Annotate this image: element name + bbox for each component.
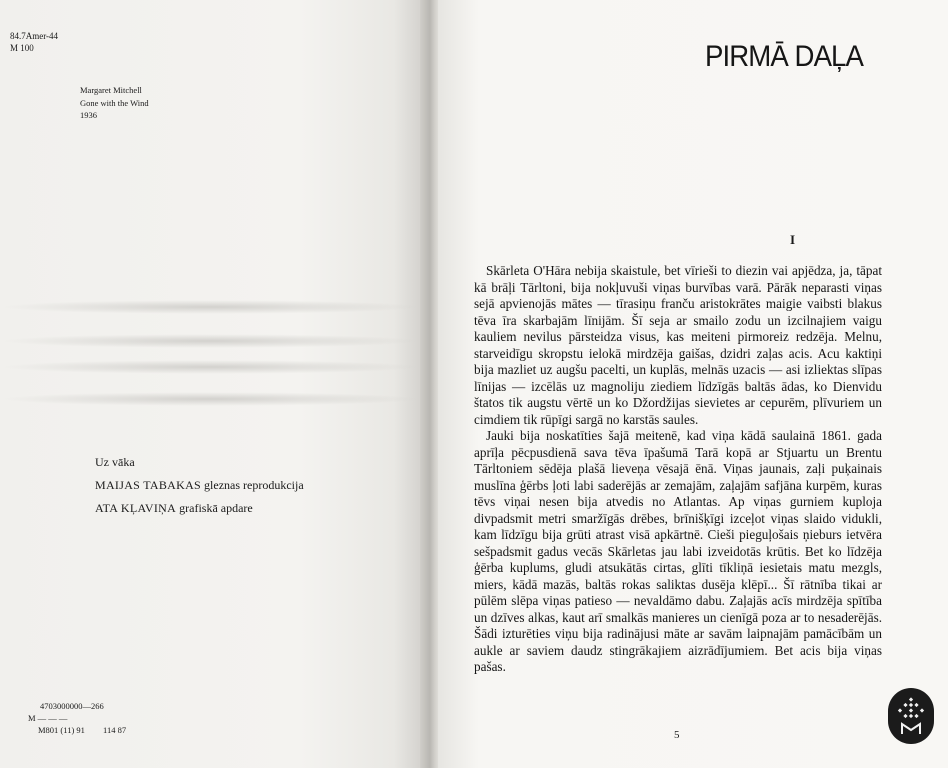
ornament-badge[interactable] (888, 688, 934, 744)
page-crease (0, 300, 420, 314)
cover-credits (95, 451, 304, 520)
catalog-code (10, 30, 58, 54)
paragraph: Jauki bija noskatīties šajā meitenē, kad viņa kādā saulainā 1861. gada aprīļa pēcpusdienā sava tēva īpašumā Tarā kopā ar Stjuartu un Brentu Tārltoniem sēdēja plašā lieveņa vēsajā ēnā. Viņas jaunais, zaļi puķainais muslīna ģērbs ļoti labi saderējās ar zemajām, zaļajām safjāna kurpēm, kuras tēvs viņai nesen bija atvedis no Atlantas. Ap viņas gurniem kuploja divpadsmit metri smaržīgās drēbes, brīnišķīgi izceļot viņas slaido vidukli, kam līdzīgu bija grūti atrast visā apkārtnē. Cieši pieguļošais ņieburs ietvēra sešpadsmit gadus vecās Skārletas jau labi izveidotās krūtis. Bet ko līdzēja ģērba kuplums, gludi atsukātās cirtas, glīti tīkliņā iesietais matu mezgls, miers, kādā mazās, baltās rokas saliktas dusēja klēpī... Šī rātnība tikai ar pūlēm slēpa viņas patieso — nevaldāmo dabu. Zaļajās acīs mirdzēja spītība un dzīves alkas, kaut arī smalkās manieres un cienīgā poza ar to nesaderējās. Šādi izturēties viņu bija radinājusi māte ar savām laipnajām pamācībām un aukle ar saviem daudz stingrākajiem aizrādījumiem. Bet acis bija viņas pašas. (474, 428, 882, 674)
original-year: 1936 (80, 110, 97, 120)
paragraph: Skārleta O'Hāra nebija skaistule, bet vīrieši to diezin vai apjēdza, ja, tāpat kā brāļi Tārltoni, bija nokļuvuši viņas burvības varā. Pārāk neparasti viņas sejā apvienojās mātes — tīrasiņu franču aristokrātes maigie vaibsti blakus tēva īra skarbajām līnijām. Šī seja ar smailo zodu un izcilnajiem vaigu kauliem nevilus pārsteidza visus, kas meiteni pirmoreiz redzēja. Melnu, starveidīgu skropstu ielokā mirdzēja gaišas, dzidri zaļas acis. Acu kaktiņi bija mazliet uz augšu pacelti, un kuplās, melnās uzacis — asi izliektas slīpas līnijas — izcēlās uz magnoliju ziediem līdzīgās baltās ādas, ko Dienvidu štatos tik augstu vērtē un ko Džordžijas sievietes ar cepurēm, plīvuriem un cimdiem tik rūpīgi sargā no karstās saules. (474, 263, 882, 427)
show-through-print (0, 0, 420, 420)
designer-note: grafiskā apdare (179, 501, 253, 515)
designer-name: ATA KĻAVIŅA (95, 501, 177, 515)
original-edition (80, 84, 149, 122)
credits-heading: Uz vāka (95, 455, 135, 469)
page-number: 5 (674, 729, 680, 741)
imprint-line (28, 724, 126, 736)
cover-note: gleznas reprodukcija (204, 478, 304, 492)
imprint-code (28, 700, 126, 736)
catalog-line: M 100 (10, 43, 34, 53)
cover-artist: MAIJAS TABAKAS (95, 478, 202, 492)
page-crease (0, 392, 420, 406)
part-title: PIRMĀ DAĻA (705, 40, 863, 73)
imprint-line: M — — — (28, 713, 68, 723)
chapter-number: I (790, 232, 796, 247)
body-text (474, 263, 882, 676)
page-crease (0, 360, 420, 374)
catalog-line: 84.7Amer-44 (10, 31, 59, 41)
original-title: Gone with the Wind (80, 97, 149, 108)
imprint-code-a: M801 (11) 91 (38, 725, 85, 735)
designer-credit-line (95, 497, 304, 520)
cover-credit-line (95, 474, 304, 497)
left-page (0, 0, 428, 768)
original-author: Margaret Mitchell (80, 85, 142, 95)
page-crease (0, 334, 420, 348)
imprint-code-b: 114 87 (103, 725, 127, 735)
imprint-line: 4703000000—266 (40, 701, 104, 711)
ornament-badge-icon (888, 688, 934, 744)
